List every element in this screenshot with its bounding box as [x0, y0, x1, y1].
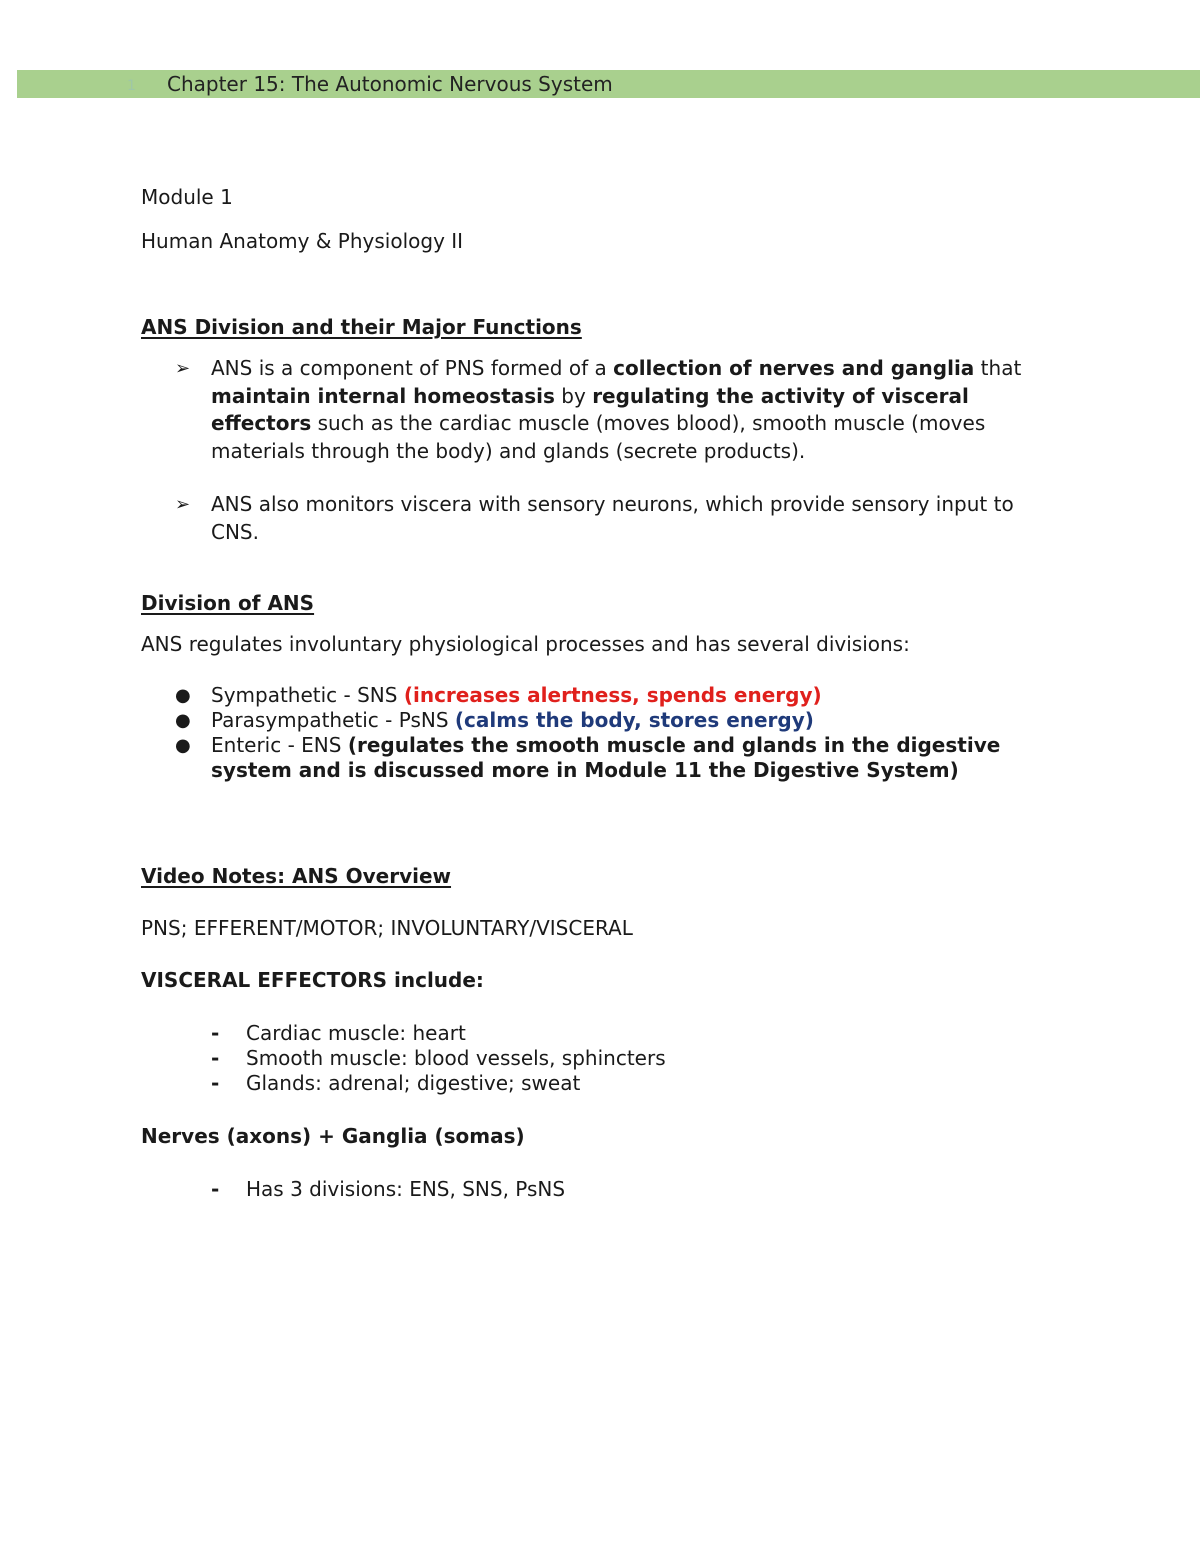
bullet-dot-icon: ● — [175, 735, 191, 756]
visceral-effectors-heading: VISCERAL EFFECTORS include: — [141, 968, 484, 992]
bullet-dot-icon: ● — [175, 685, 191, 706]
list-item: ➢ ANS also monitors viscera with sensory neurons, which provide sensory input to CNS. — [175, 492, 1014, 544]
list-item: ● Parasympathetic - PsNS (calms the body, stores energy) — [175, 708, 814, 732]
section-heading-division-of-ans: Division of ANS — [141, 591, 315, 615]
parasympathetic-note: (calms the body, stores energy) — [454, 708, 814, 732]
course-name: Human Anatomy & Physiology II — [141, 229, 464, 253]
nerves-list — [141, 1177, 1061, 1202]
list-item: - Has 3 divisions: ENS, SNS, PsNS — [211, 1177, 566, 1201]
dash-bullet-icon: - — [211, 1046, 220, 1070]
enteric-note: (regulates the smooth muscle and glands in the digestive system and is discussed more in Module 11 the Digestive System) — [211, 733, 1001, 782]
effectors-list — [141, 1021, 1061, 1096]
chapter-title: Chapter 15: The Autonomic Nervous System — [167, 72, 613, 96]
dash-bullet-icon: - — [211, 1071, 220, 1095]
section-heading-video-notes: Video Notes: ANS Overview — [141, 864, 452, 888]
list-item: - Smooth muscle: blood vessels, sphincters — [211, 1046, 666, 1070]
list-item: - Glands: adrenal; digestive; sweat — [211, 1071, 581, 1095]
list-item: - Cardiac muscle: heart — [211, 1021, 466, 1045]
module-label: Module 1 — [141, 185, 233, 209]
list-item: ● Enteric - ENS (regulates the smooth muscle and glands in the digestive system and is discussed more in Module 11 the Digestive System) — [175, 733, 1001, 782]
bullet-dot-icon: ● — [175, 710, 191, 731]
pns-line: PNS; EFFERENT/MOTOR; INVOLUNTARY/VISCERAL — [141, 916, 633, 940]
nerves-ganglia-heading: Nerves (axons) + Ganglia (somas) — [141, 1124, 525, 1148]
arrow-bullet-icon: ➢ — [175, 494, 191, 515]
dash-bullet-icon: - — [211, 1177, 220, 1201]
division-list — [141, 683, 1061, 783]
arrow-bullet-icon: ➢ — [175, 358, 191, 379]
section-heading-ans-divisions: ANS Division and their Major Functions — [141, 315, 582, 339]
list-item: ● Sympathetic - SNS (increases alertness, spends energy) — [175, 683, 822, 707]
sympathetic-note: (increases alertness, spends energy) — [403, 683, 822, 707]
division-intro: ANS regulates involuntary physiological processes and has several divisions: — [141, 632, 910, 656]
ans-function-list — [141, 355, 1061, 546]
page-number: 1 — [127, 78, 136, 94]
list-item: ➢ ANS is a component of PNS formed of a collection of nerves and ganglia that maintain internal homeostasis by regulating the activity of visceral effectors such as the cardiac muscle (moves blood), smooth muscle (moves materials through the body) and glands (secrete products). — [175, 356, 1022, 463]
document-body — [141, 184, 1061, 1202]
dash-bullet-icon: - — [211, 1021, 220, 1045]
